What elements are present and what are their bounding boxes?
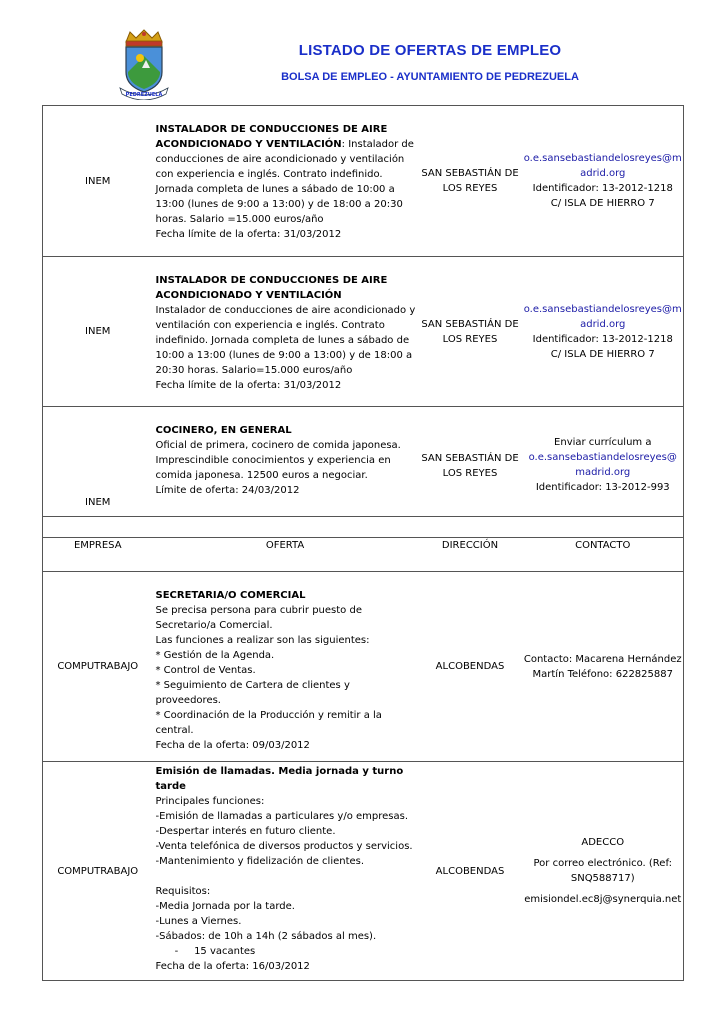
offer-line: Principales funciones: xyxy=(155,796,265,807)
table-row xyxy=(43,407,684,517)
offers-table-wrapper xyxy=(42,105,683,981)
contact-address: C/ ISLA DE HIERRO 7 xyxy=(550,348,655,360)
offer-line: * Coordinación de la Producción y remitir a la xyxy=(155,710,382,721)
offer-line: -Mantenimiento y fidelización de clientes. xyxy=(155,856,365,867)
offer-line: Se precisa persona para cubrir puesto de xyxy=(155,605,362,616)
oferta-cell xyxy=(153,572,418,762)
empresa-cell: INEM xyxy=(43,257,153,407)
table-row xyxy=(43,257,684,407)
oferta-cell xyxy=(153,106,418,257)
offer-line: Las funciones a realizar son las siguientes: xyxy=(155,635,370,646)
table-row xyxy=(43,762,684,981)
offer-line: Fecha de la oferta: 16/03/2012 xyxy=(155,961,310,972)
logo-ribbon-text: PEDREZUELA xyxy=(125,92,163,98)
oferta-cell xyxy=(153,762,418,981)
offer-line: * Control de Ventas. xyxy=(155,665,256,676)
oferta-cell xyxy=(153,407,418,517)
offer-line: - 15 vacantes xyxy=(155,946,256,957)
offer-title: Emisión de llamadas. Media jornada y turno tarde xyxy=(155,766,404,792)
contact-email-link[interactable]: o.e.sansebastiandelosreyes@madrid.org xyxy=(523,303,682,330)
offer-line: -Media Jornada por la tarde. xyxy=(155,901,295,912)
contact-email-link[interactable]: o.e.sansebastiandelosreyes@madrid.org xyxy=(528,452,677,478)
empresa-cell: INEM xyxy=(43,407,153,517)
contact-email-link[interactable]: emisiondel.ec8j@synerquia.net xyxy=(524,894,682,905)
contact-company: ADECCO xyxy=(581,837,625,848)
empresa-cell: COMPUTRABAJO xyxy=(43,572,153,762)
offer-body: Instalador de conducciones de aire acondicionado y ventilación con experiencia e inglés. Contrato indefinido. Jornada completa de lunes a sábado de 10:00 a 13:00 (lunes de 9:00 a 13:00) y de 18:00 a 20:30 horas. Salario=15.000 euros/año xyxy=(155,305,416,376)
contact-identifier: Identificador: 13-2012-993 xyxy=(535,482,670,493)
direccion-cell: SAN SEBASTIÁN DE LOS REYES xyxy=(418,257,523,407)
table-row xyxy=(43,106,684,257)
column-header-empresa: EMPRESA xyxy=(43,538,153,572)
coat-of-arms-logo xyxy=(118,28,170,100)
offer-line: -Emisión de llamadas a particulares y/o empresas. xyxy=(155,811,409,822)
table-row xyxy=(43,572,684,762)
page-title: LISTADO DE OFERTAS DE EMPLEO xyxy=(298,42,562,59)
empresa-cell: INEM xyxy=(43,106,153,257)
contacto-cell: Contacto: Macarena Hernández Martín Teléfono: 622825887 xyxy=(523,572,684,762)
offer-line: proveedores. xyxy=(155,695,221,706)
direccion-cell: SAN SEBASTIÁN DE LOS REYES xyxy=(418,407,523,517)
offer-line: Secretario/a Comercial. xyxy=(155,620,273,631)
offer-line: central. xyxy=(155,725,194,736)
direccion-cell: ALCOBENDAS xyxy=(418,762,523,981)
offer-title: INSTALADOR DE CONDUCCIONES DE AIRE ACONDICIONADO Y VENTILACIÓN xyxy=(155,124,388,150)
direccion-cell: ALCOBENDAS xyxy=(418,572,523,762)
header-row xyxy=(43,538,684,572)
column-header-direccion: DIRECCIÓN xyxy=(418,538,523,572)
contacto-cell xyxy=(523,257,684,407)
offer-title: INSTALADOR DE CONDUCCIONES DE AIRE ACONDICIONADO Y VENTILACIÓN xyxy=(155,275,388,301)
offer-body: : Instalador de conducciones de aire acondicionado y ventilación con experiencia e inglés. Contrato indefinido. Jornada completa de lunes a sábado de 10:00 a 13:00 (lunes de 9:00 a 13:00) y de 18:00 a 20:30 horas. Salario =15.000 euros/año xyxy=(155,139,414,225)
offer-line: * Seguimiento de Cartera de clientes y xyxy=(155,680,350,691)
contacto-cell xyxy=(523,762,684,981)
offer-title: COCINERO, EN GENERAL xyxy=(155,425,292,436)
offers-table xyxy=(42,105,684,981)
offer-line: -Despertar interés en futuro cliente. xyxy=(155,826,336,837)
oferta-cell xyxy=(153,257,418,407)
offer-line: -Venta telefónica de diversos productos y servicios. xyxy=(155,841,413,852)
offer-line: Requisitos: xyxy=(155,886,211,897)
offer-deadline: Fecha límite de la oferta: 31/03/2012 xyxy=(155,380,342,391)
direccion-cell: SAN SEBASTIÁN DE LOS REYES xyxy=(418,106,523,257)
contact-reference: Por correo electrónico. (Ref: SNQ588717) xyxy=(533,858,672,884)
contact-address: C/ ISLA DE HIERRO 7 xyxy=(550,198,655,209)
spacer-row xyxy=(43,517,684,538)
offer-line-blank xyxy=(156,869,416,884)
contact-email-link[interactable]: o.e.sansebastiandelosreyes@madrid.org xyxy=(523,153,682,179)
contacto-cell xyxy=(523,407,684,517)
offer-deadline: Fecha límite de la oferta: 31/03/2012 xyxy=(155,229,342,240)
empresa-cell: COMPUTRABAJO xyxy=(43,762,153,981)
offer-deadline: Límite de oferta: 24/03/2012 xyxy=(155,485,300,496)
offer-line: * Gestión de la Agenda. xyxy=(155,650,275,661)
contact-identifier: Identificador: 13-2012-1218 xyxy=(532,183,673,194)
offer-title: SECRETARIA/O COMERCIAL xyxy=(155,590,306,601)
column-header-contacto: CONTACTO xyxy=(523,538,684,572)
offer-line: -Lunes a Viernes. xyxy=(155,916,242,927)
offer-line: Fecha de la oferta: 09/03/2012 xyxy=(155,740,310,751)
contact-identifier: Identificador: 13-2012-1218 xyxy=(532,333,673,345)
contacto-cell xyxy=(523,106,684,257)
offer-line: -Sábados: de 10h a 14h (2 sábados al mes). xyxy=(155,931,377,942)
offer-body: Oficial de primera, cocinero de comida japonesa. Imprescindible conocimientos y experiencia en comida japonesa. 12500 euros a negociar. xyxy=(155,440,401,481)
page-subtitle: BOLSA DE EMPLEO - AYUNTAMIENTO DE PEDREZUELA xyxy=(281,71,579,83)
column-header-oferta: OFERTA xyxy=(153,538,418,572)
contact-instruction: Enviar currículum a xyxy=(554,437,652,448)
